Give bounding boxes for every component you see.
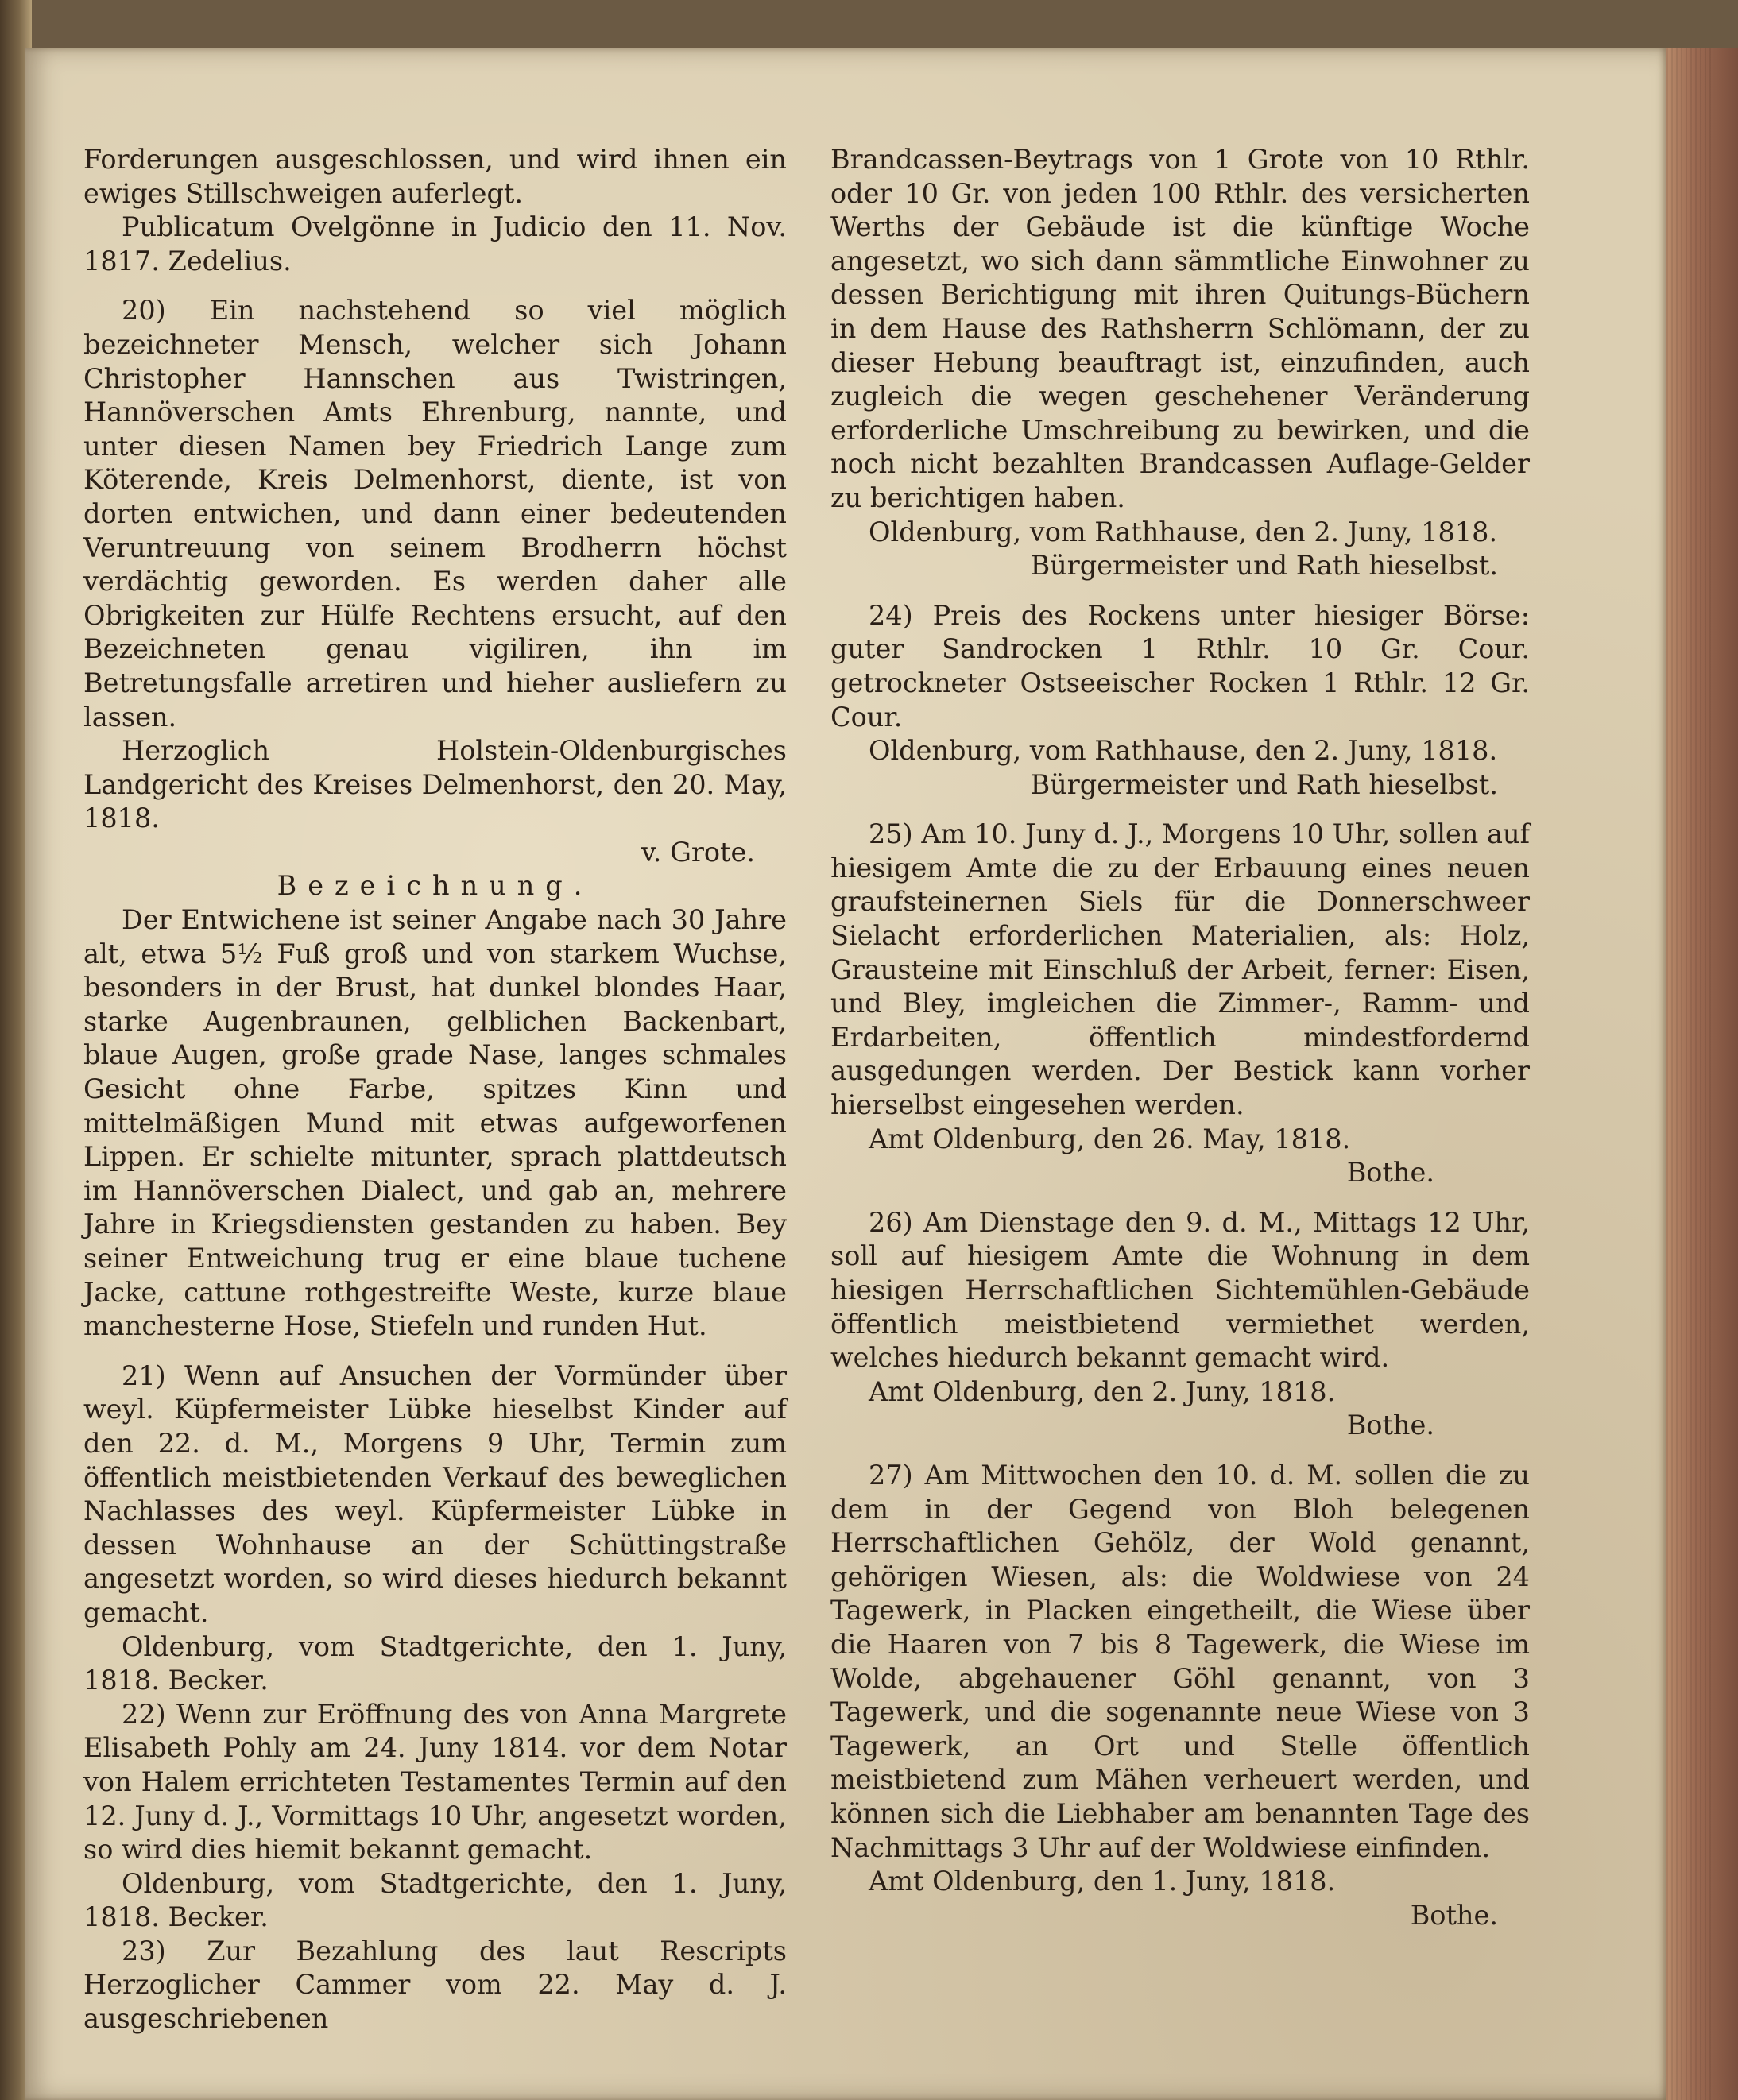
right-paragraph: Amt Oldenburg, den 2. Juny, 1818.	[869, 1375, 1336, 1407]
right-paragraph: Bothe.	[1346, 1410, 1434, 1441]
right-paragraph: Bürgermeister und Rath hieselbst.	[1030, 768, 1498, 800]
right-paragraph: Bothe.	[1410, 1899, 1498, 1931]
right-paragraph: Bothe.	[1346, 1157, 1434, 1189]
page-edge-lines	[1666, 48, 1714, 2100]
left-paragraph: 21) Wenn auf Ansuchen der Vormünder über weyl. Küpfermeister Lübke hieselbst Kinder auf den 22. d. M., Morgens 9 Uhr, Termin zum öffentlich meistbietenden Verkauf des beweglichen Nachlasses des weyl. Küpfermeister Lübke in dessen Wohnhause an der Schüttingstraße angesetzt worden, so wird dieses hiedurch bekannt gemacht.	[83, 1359, 787, 1628]
right-paragraph: 27) Am Mittwochen den 10. d. M. sollen die zu dem in der Gegend von Bloh belegenen Herrschaftlichen Gehölz, der Wold genannt, gehörigen Wiesen, als: die Woldwiese von 24 Tagewerk, in Placken eingetheilt, die Wiese über die Haaren von 7 bis 8 Tagewerk, die Wiese im Wolde, abgehauener Göhl genannt, von 3 Tagewerk, und die sogenannte neue Wiese von 3 Tagewerk, an Ort und Stelle öffentlich meistbietend zum Mähen verheuert werden, und können sich die Liebhaber am benannten Tage des Nachmittags 3 Uhr auf der Woldwiese einfinden.	[830, 1459, 1530, 1863]
right-column	[830, 143, 1530, 1932]
left-paragraph: Oldenburg, vom Stadtgerichte, den 1. Juny, 1818. Becker.	[83, 1630, 787, 1696]
right-paragraph: Amt Oldenburg, den 1. Juny, 1818.	[869, 1866, 1336, 1897]
left-paragraph: 22) Wenn zur Eröffnung des von Anna Margrete Elisabeth Pohly am 24. Juny 1814. vor dem Notar von Halem errichteten Testamentes Termin auf den 12. Juny d. J., Vormittags 10 Uhr, angesetzt worden, so wird dies hiemit bekannt gemacht.	[83, 1698, 787, 1866]
right-paragraph: 25) Am 10. Juny d. J., Morgens 10 Uhr, sollen auf hiesigem Amte die zu der Erbauung eines neuen graufsteinernen Siels für die Donnerschweer Sielacht erforderlichen Materialien, als: Holz, Grausteine mit Einschluß der Arbeit, ferner: Eisen, und Bley, imgleichen die Zimmer-, Ramm- und Erdarbeiten, öffentlich mindestfordernd ausgedungen werden. Der Bestick kann vorher hierselbst eingesehen werden.	[830, 818, 1530, 1121]
left-paragraph: Bezeichnung.	[277, 870, 594, 902]
left-paragraph: Publicatum Ovelgönne in Judicio den 11. Nov. 1817. Zedelius.	[83, 211, 787, 277]
right-paragraph: Amt Oldenburg, den 26. May, 1818.	[869, 1123, 1351, 1154]
right-paragraph: 24) Preis des Rockens unter hiesiger Börse: guter Sandrocken 1 Rthlr. 10 Gr. Cour. getrockneter Ostseeischer Rocken 1 Rthlr. 12 Gr. Cour.	[830, 599, 1530, 733]
right-paragraph: 26) Am Dienstage den 9. d. M., Mittags 12 Uhr, soll auf hiesigem Amte die Wohnung in dem hiesigen Herrschaftlichen Sichtemühlen-Gebäude öffentlich meistbietend vermiethet werden, welches hiedurch bekannt gemacht wird.	[830, 1206, 1530, 1374]
left-paragraph: v. Grote.	[641, 836, 755, 868]
left-paragraph: 20) Ein nachstehend so viel möglich bezeichneter Mensch, welcher sich Johann Christopher Hannschen aus Twistringen, Hannöverschen Amts Ehrenburg, nannte, und unter diesen Namen bey Friedrich Lange zum Köterende, Kreis Delmenhorst, diente, ist von dorten entwichen, und dann einer bedeutenden Veruntreuung von seinem Brodherrn höchst verdächtig geworden. Es werden daher alle Obrigkeiten zur Hülfe Rechtens ersucht, auf den Bezeichneten genau vigiliren, ihn im Betretungsfalle arretiren und hieher ausliefern zu lassen.	[83, 295, 787, 733]
left-paragraph: Herzoglich Holstein-Oldenburgisches Landgericht des Kreises Delmenhorst, den 20. May, 1818.	[83, 735, 787, 834]
right-paragraph: Brandcassen-Beytrags von 1 Grote von 10 Rthlr. oder 10 Gr. von jeden 100 Rthlr. des versicherten Werths der Gebäude ist die künftige Woche angesetzt, wo sich dann sämmtliche Einwohner zu dessen Berichtigung mit ihren Quitungs-Büchern in dem Hause des Rathsherrn Schlömann, der zu dieser Hebung beauftragt ist, einzufinden, auch zugleich die wegen geschehener Veränderung erforderliche Umschreibung zu bewirken, und die noch nicht bezahlten Brandcassen Auflage-Gelder zu berichtigen haben.	[830, 144, 1530, 513]
right-paragraph: Oldenburg, vom Rathhause, den 2. Juny, 1818.	[869, 516, 1498, 547]
left-paragraph: Forderungen ausgeschlossen, und wird ihnen ein ewiges Stillschweigen auferlegt.	[83, 144, 787, 209]
right-paragraph: Oldenburg, vom Rathhause, den 2. Juny, 1818.	[869, 735, 1498, 767]
left-paragraph: Der Entwichene ist seiner Angabe nach 30 Jahre alt, etwa 5½ Fuß groß und von starkem Wuchse, besonders in der Brust, hat dunkel blondes Haar, starke Augenbraunen, gelblichen Backenbart, blaue Augen, große grade Nase, langes schmales Gesicht ohne Farbe, spitzes Kinn und mittelmäßigen Mund mit etwas aufgeworfenen Lippen. Er schielte mitunter, sprach plattdeutsch im Hannöverschen Dialect, und gab an, mehrere Jahre in Kriegsdiensten gestanden zu haben. Bey seiner Entweichung trug er eine blaue tuchene Jacke, cattune rothgestreifte Weste, kurze blaue manchesterne Hose, Stiefeln und runden Hut.	[83, 904, 787, 1342]
left-column	[83, 143, 787, 2036]
left-paragraph: Oldenburg, vom Stadtgerichte, den 1. Juny, 1818. Becker.	[83, 1867, 787, 1933]
right-paragraph: Bürgermeister und Rath hieselbst.	[1030, 550, 1498, 582]
left-paragraph: 23) Zur Bezahlung des laut Rescripts Herzoglicher Cammer vom 22. May d. J. ausgeschriebenen	[83, 1935, 787, 2035]
